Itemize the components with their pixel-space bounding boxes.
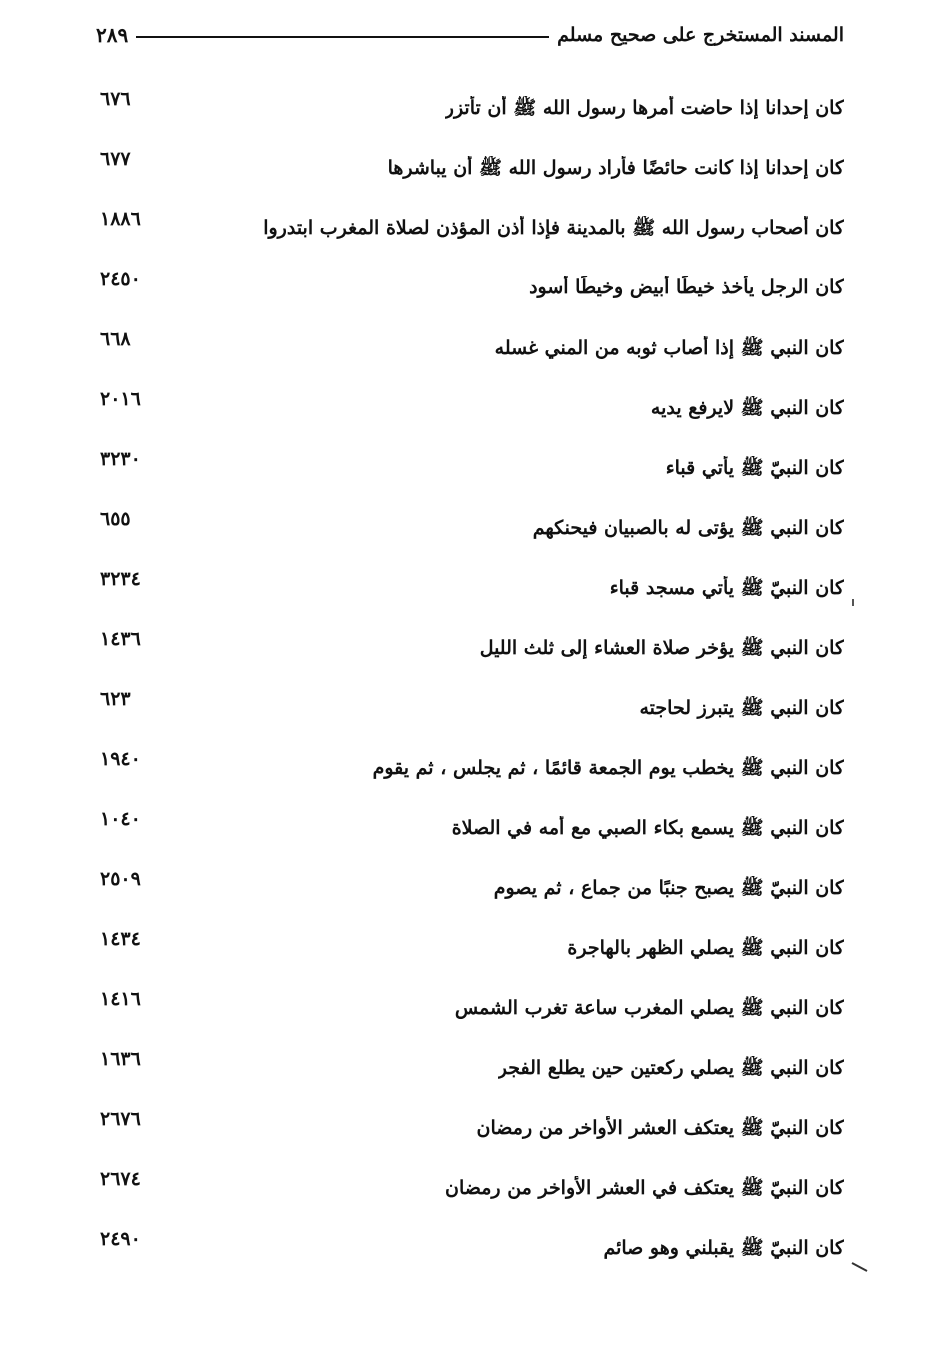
hadith-incipit: كان النبي ﷺ يصلي الظهر بالهاجرة: [567, 937, 844, 959]
hadith-incipit: كان النبي ﷺ يسمع بكاء الصبي مع أمه في الصلاة: [451, 817, 844, 839]
index-entry: [80, 922, 844, 982]
index-entry: [80, 502, 844, 562]
hadith-number: ٢٥٠٩: [100, 868, 141, 890]
hadith-incipit: كان النبي ﷺ لايرفع يديه: [650, 397, 844, 419]
hadith-number: ١٦٣٦: [100, 1048, 141, 1070]
index-entry: [80, 142, 844, 202]
hadith-incipit: كان الرجل يأخذ خيطًا أبيض وخيطًا أسود: [529, 276, 844, 298]
header-rule: [136, 36, 549, 38]
hadith-incipit: كان النبي ﷺ يؤتى له بالصبيان فيحنكهم: [532, 517, 844, 539]
hadith-number: ٢٤٥٠: [100, 268, 141, 290]
hadith-incipit: كان أصحاب رسول الله ﷺ بالمدينة فإذا أذن المؤذن لصلاة المغرب ابتدروا: [263, 217, 844, 239]
hadith-incipit: كان النبيّ ﷺ يعتكف في العشر الأواخر من رمضان: [445, 1177, 844, 1199]
hadith-number: ٢٦٧٦: [100, 1108, 141, 1130]
index-entry: [80, 982, 844, 1042]
hadith-number: ١٤٣٤: [100, 928, 141, 950]
hadith-incipit: كان النبي ﷺ يخطب يوم الجمعة قائمًا ، ثم يجلس ، ثم يقوم: [372, 757, 844, 779]
index-entry: [80, 1162, 844, 1222]
index-entry: [80, 742, 844, 802]
hadith-incipit: كان النبيّ ﷺ يصبح جنبًا من جماع ، ثم يصوم: [493, 877, 844, 899]
index-entry: [80, 622, 844, 682]
hadith-incipit: كان النبي ﷺ يصلي ركعتين حين يطلع الفجر: [497, 1057, 844, 1079]
index-entry: [80, 1042, 844, 1102]
hadith-number: ٢٠١٦: [100, 388, 141, 410]
index-entry: [80, 382, 844, 442]
hadith-number: ٣٢٣٤: [100, 568, 141, 590]
hadith-incipit: كان النبيّ ﷺ يقبلني وهو صائم: [603, 1237, 844, 1259]
hadith-incipit: كان النبي ﷺ يؤخر صلاة العشاء إلى ثلث الليل: [479, 637, 844, 659]
hadith-number: ١٤١٦: [100, 988, 141, 1010]
index-entry: [80, 562, 844, 622]
hadith-number: ٦٦٨: [100, 328, 131, 350]
index-entry: [80, 322, 844, 382]
index-list: [80, 82, 844, 1282]
index-entry: [80, 202, 844, 262]
index-entry: [80, 682, 844, 742]
hadith-number: ١٤٣٦: [100, 628, 141, 650]
hadith-number: ٦٧٧: [100, 148, 131, 170]
hadith-incipit: كان النبي ﷺ يتبرز لحاجته: [639, 697, 844, 719]
index-entry: [80, 442, 844, 502]
hadith-number: ١٨٨٦: [100, 208, 141, 230]
hadith-incipit: كان النبي ﷺ إذا أصاب ثوبه من المني غسله: [494, 337, 844, 359]
book-title: المسند المستخرج على صحيح مسلم: [557, 24, 844, 46]
page-header: [96, 18, 844, 52]
index-entry: [80, 1222, 844, 1282]
scan-pen-mark: [852, 1262, 868, 1272]
hadith-incipit: كان إحدانا إذا كانت حائضًا فأراد رسول الله ﷺ أن يباشرها: [387, 157, 844, 179]
index-entry: [80, 82, 844, 142]
hadith-number: ١٩٤٠: [100, 748, 141, 770]
index-entry: [80, 1102, 844, 1162]
page-number: ٢٨٩: [96, 23, 129, 47]
index-entry: [80, 262, 844, 322]
hadith-incipit: كان النبيّ ﷺ يأتي مسجد قباء: [609, 577, 844, 599]
hadith-incipit: كان إحدانا إذا حاضت أمرها رسول الله ﷺ أن تأتزر: [444, 97, 844, 119]
hadith-incipit: كان النبيّ ﷺ يأتي قباء: [665, 457, 844, 479]
hadith-number: ٢٤٩٠: [100, 1228, 141, 1250]
hadith-incipit: كان النبي ﷺ يصلي المغرب ساعة تغرب الشمس: [454, 997, 844, 1019]
hadith-number: ٢٦٧٤: [100, 1168, 141, 1190]
hadith-number: ٦٢٣: [100, 688, 131, 710]
hadith-number: ٦٥٥: [100, 508, 131, 530]
index-entry: [80, 862, 844, 922]
hadith-number: ٦٧٦: [100, 88, 131, 110]
hadith-number: ١٠٤٠: [100, 808, 141, 830]
scan-speck: [852, 599, 854, 606]
hadith-incipit: كان النبيّ ﷺ يعتكف العشر الأواخر من رمضان: [476, 1117, 844, 1139]
hadith-number: ٣٢٣٠: [100, 448, 141, 470]
index-entry: [80, 802, 844, 862]
